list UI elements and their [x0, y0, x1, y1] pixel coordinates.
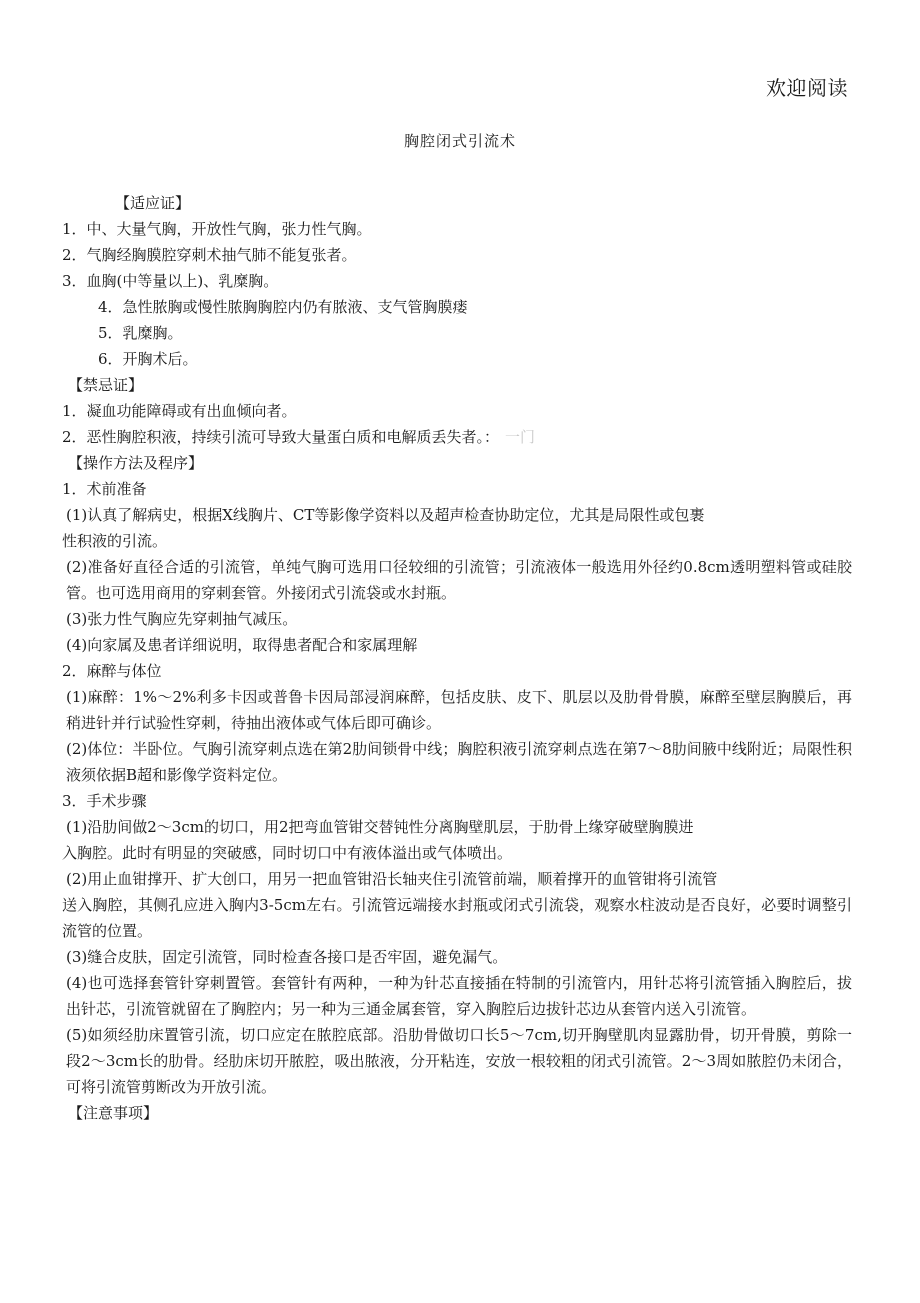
indication-item: 5．乳糜胸。 — [98, 324, 183, 342]
procedure-paragraph: (2)准备好直径合适的引流管，单纯气胸可选用口径较细的引流管；引流液体一般选用外径约0.8cm透明塑料管或硅胶管。也可选用商用的穿刺套管。外接闭式引流袋或水封瓶。 — [66, 558, 852, 602]
indication-item: 4．急性脓胸或慢性脓胸胸腔内仍有脓液、支气管胸膜瘘 — [98, 298, 468, 316]
document-title: 胸腔闭式引流术 — [403, 132, 516, 150]
document-body — [62, 190, 852, 1126]
contraindication-item — [62, 424, 852, 450]
procedure-paragraph: (1)麻醉：1%～2%利多卡因或普鲁卡因局部浸润麻醉，包括皮肤、皮下、肌层以及肋骨骨膜，麻醉至壁层胸膜后，再稍进针并行试验性穿刺，待抽出液体或气体后即可确诊。 — [66, 688, 852, 732]
procedure-paragraph: 性积液的引流。 — [62, 532, 168, 550]
welcome-header: 欢迎阅读 — [766, 76, 848, 100]
indication-item: 6．开胸术后。 — [98, 350, 198, 368]
contraindication-text: 2．恶性胸腔积液，持续引流可导致大量蛋白质和电解质丢失者。： — [62, 428, 500, 446]
procedure-paragraph: (2)体位：半卧位。气胸引流穿刺点选在第2肋间锁骨中线；胸腔积液引流穿刺点选在第7～8肋间腋中线附近；局限性积液须依据B超和影像学资料定位。 — [66, 740, 852, 784]
section-title: 3．手术步骤 — [62, 792, 147, 810]
contraindications-heading: 【禁忌证】 — [68, 376, 144, 394]
indication-item: 3．血胸(中等量以上)、乳糜胸。 — [62, 272, 279, 290]
procedure-paragraph: 送入胸腔，其侧孔应进入胸内3-5cm左右。引流管远端接水封瓶或闭式引流袋，观察水柱波动是否良好，必要时调整引流管的位置。 — [62, 896, 852, 940]
section-title: 1．术前准备 — [62, 480, 147, 498]
procedure-paragraph: (4)也可选择套管针穿刺置管。套管针有两种，一种为针芯直接插在特制的引流管内，用针芯将引流管插入胸腔后，拔出针芯，引流管就留在了胸腔内；另一种为三通金属套管，穿入胸腔后边拔针芯边从套管内送入引流管。 — [66, 974, 852, 1018]
contraindication-item: 1．凝血功能障碍或有出血倾向者。 — [62, 402, 297, 420]
faint-mark: 一门 — [505, 428, 536, 446]
indications-heading: 【适应证】 — [115, 194, 191, 212]
indication-item: 1．中、大量气胸，开放性气胸，张力性气胸。 — [62, 220, 372, 238]
procedure-paragraph: (3)张力性气胸应先穿刺抽气减压。 — [66, 610, 298, 628]
procedure-paragraph: (1)沿肋间做2～3cm的切口，用2把弯血管钳交替钝性分离胸壁肌层，于肋骨上缘穿破壁胸膜进 — [66, 818, 694, 836]
procedure-paragraph: (4)向家属及患者详细说明，取得患者配合和家属理解 — [66, 636, 418, 654]
notes-heading: 【注意事项】 — [68, 1104, 159, 1122]
procedure-paragraph: (1)认真了解病史，根据X线胸片、CT等影像学资料以及超声检查协助定位，尤其是局限性或包裹 — [66, 506, 705, 524]
indication-item: 2．气胸经胸膜腔穿刺术抽气肺不能复张者。 — [62, 246, 357, 264]
procedure-heading: 【操作方法及程序】 — [68, 454, 204, 472]
procedure-paragraph: 入胸腔。此时有明显的突破感，同时切口中有液体溢出或气体喷出。 — [62, 844, 513, 862]
procedure-paragraph: (5)如须经肋床置管引流，切口应定在脓腔底部。沿肋骨做切口长5～7cm,切开胸壁肌肉显露肋骨，切开骨膜，剪除一段2～3cm长的肋骨。经肋床切开脓腔，吸出脓液，分开粘连，安放一根较粗的闭式引流管。2～3周如脓腔仍未闭合，可将引流管剪断改为开放引流。 — [66, 1026, 852, 1096]
section-title: 2．麻醉与体位 — [62, 662, 162, 680]
procedure-paragraph: (3)缝合皮肤，固定引流管，同时检查各接口是否牢固，避免漏气。 — [66, 948, 508, 966]
procedure-paragraph: (2)用止血钳撑开、扩大创口，用另一把血管钳沿长轴夹住引流管前端，顺着撑开的血管钳将引流管 — [66, 870, 718, 888]
